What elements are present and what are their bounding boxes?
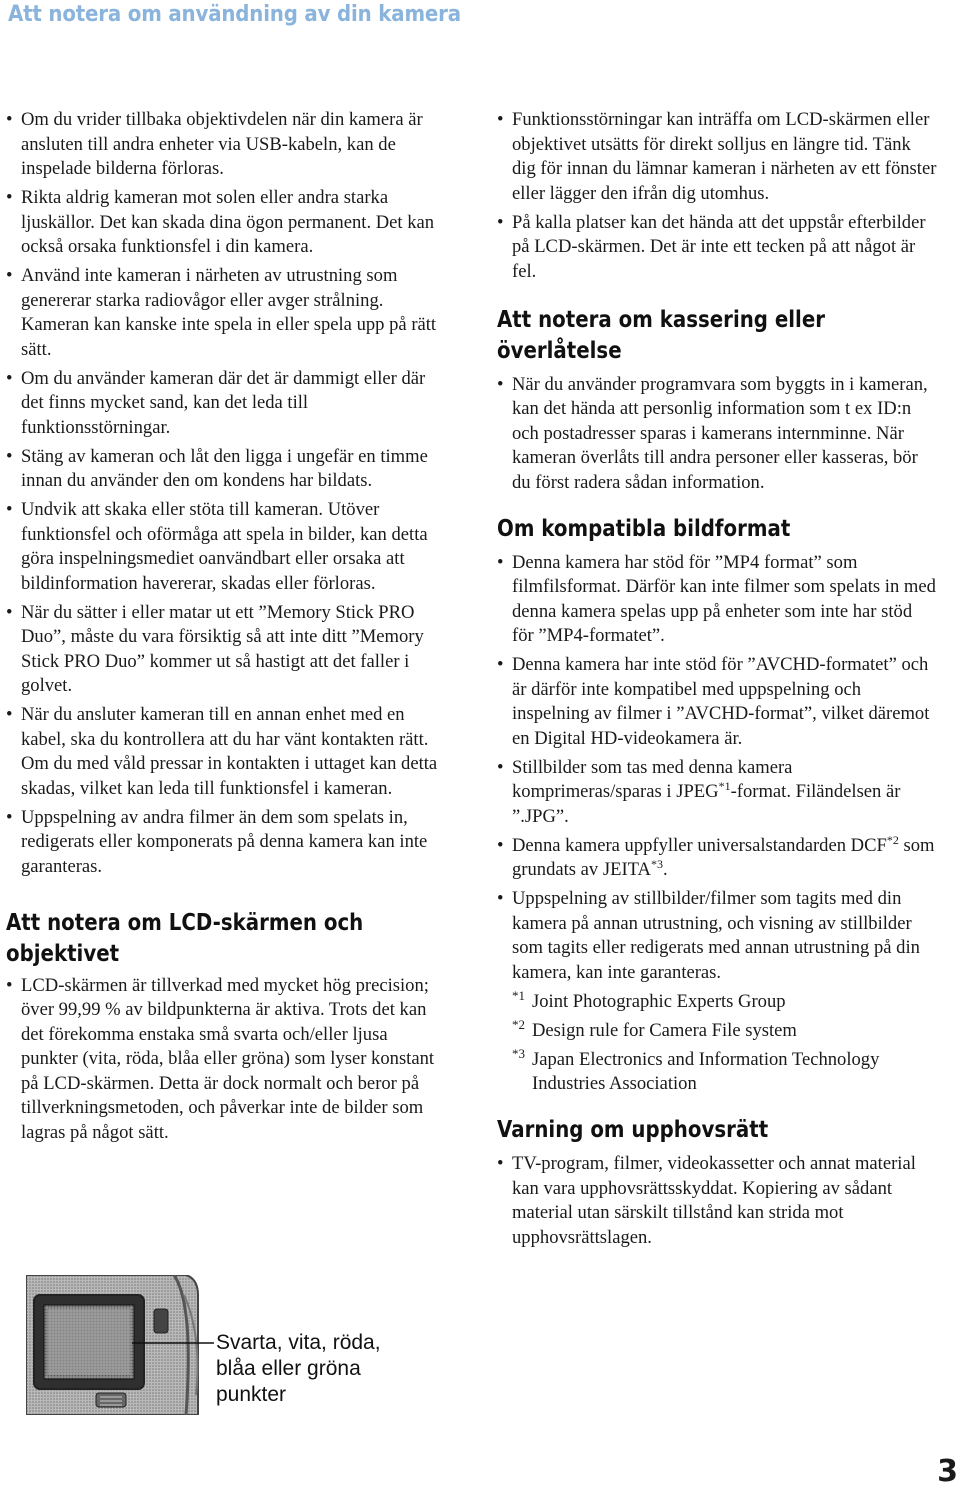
list-item (497, 756, 937, 830)
list-item: • Uppspelning av stillbilder/filmer som tagits med din kamera på annan utrustning, och visning av stillbilder som tagits eller redigerats med annan utrustning på din kamera, kan inte garanteras. (497, 887, 937, 985)
list-item: • När du använder programvara som byggts in i kameran, kan det hända att personlig information som t ex ID:n och postadresser sparas i kamerans internminne. När kameran överlåts till andra personer eller kasseras, bör du först radera sådan information. (497, 373, 937, 496)
footnote-mark: *2 (512, 1016, 525, 1032)
copyright-list (497, 1152, 937, 1250)
caption-line: Svarta, vita, röda, (216, 1331, 381, 1354)
list-item: • Undvik att skaka eller stöta till kameran. Utöver funktionsfel och oförmåga att spela in bilder, kan detta göra inspelningsmediet oanvändbart eller orsaka att bildinformation havererar, skadas eller förloras. (6, 498, 446, 596)
footnote-mark: *3 (512, 1045, 525, 1061)
list-item (497, 834, 937, 883)
formats-list (497, 551, 937, 986)
lcd-continued-list (497, 108, 937, 284)
list-item: • Denna kamera har inte stöd för ”AVCHD-formatet” och är därför inte kompatibel med uppspelning och inspelning av filmer i ”AVCHD-format”, vilket däremot en Digital HD-videokamera är. (497, 653, 937, 751)
footnotes (497, 987, 937, 1097)
lcd-title-line1: Att notera om LCD-skärmen och (6, 909, 364, 936)
page-number: 3 (937, 1454, 958, 1489)
list-item: • LCD-skärmen är tillverkad med mycket hög precision; över 99,99 % av bildpunkterna är aktiva. Trots det kan det förekomma enstaka små svarta och/eller ljusa punkter (vita, röda, blåa eller gröna) som lyser konstant på LCD-skärmen. Detta är dock normalt och beror på tillverkningsmetoden, och påverkar inte de bilder som lagras på något sätt. (6, 974, 446, 1146)
caption-line: blåa eller gröna (216, 1357, 361, 1380)
footnote (512, 1016, 937, 1044)
dcf-text-end: . (662, 859, 668, 880)
disposal-title-line1: Att notera om kassering eller (497, 306, 825, 333)
footnote-ref: *1 (718, 778, 731, 793)
jpeg-text: Stillbilder som tas med denna kamera komprimeras/sparas i JPEG (512, 756, 793, 802)
footnote-mark: *1 (512, 987, 525, 1003)
list-item: • När du sätter i eller matar ut ett ”Memory Stick PRO Duo”, måste du vara försiktig så att inte ditt ”Memory Stick PRO Duo” kommer ut så hastigt att det faller i golvet. (6, 601, 446, 699)
footnote (512, 987, 937, 1015)
list-item: • Rikta aldrig kameran mot solen eller andra starka ljuskällor. Det kan skada dina ögon permanent. Det kan också orsaka funktionsfel i din kamera. (6, 186, 446, 260)
list-item: • Om du vrider tillbaka objektivdelen när din kamera är ansluten till andra enheter via USB-kabeln, kan de inspelade bilderna förloras. (6, 108, 446, 182)
usage-notes-list (6, 108, 446, 879)
footnote-text: Japan Electronics and Information Technology Industries Association (532, 1048, 880, 1094)
list-item: • Stäng av kameran och låt den ligga i ungefär en timme innan du använder den om kondens har bildats. (6, 445, 446, 494)
formats-section-title: Om kompatibla bildformat (497, 515, 791, 542)
footnote-ref: *2 (886, 832, 899, 847)
caption-line: punkter (216, 1383, 287, 1406)
left-column (6, 108, 446, 1150)
figure-caption (216, 1330, 381, 1408)
list-item: • Uppspelning av andra filmer än dem som spelats in, redigerats eller komponerats på denna kamera kan inte garanteras. (6, 806, 446, 880)
list-item: • Om du använder kameran där det är dammigt eller där det finns mycket sand, kan det leda till funktionsstörningar. (6, 367, 446, 441)
footnote-text: Joint Photographic Experts Group (532, 990, 786, 1012)
lcd-title-line2: objektivet (6, 940, 120, 967)
list-item: • När du ansluter kameran till en annan enhet med en kabel, ska du kontrollera att du har vänt kontakten rätt. Om du med våld pressar in kontakten i uttaget kan detta skadas, vilket kan leda till funktionsfel i kameran. (6, 703, 446, 801)
footnote-ref: *3 (650, 856, 663, 871)
footnote (512, 1045, 937, 1097)
list-item: • På kalla platser kan det hända att det uppstår efterbilder på LCD-skärmen. Det är inte ett tecken på att något är fel. (497, 211, 937, 285)
list-item: • Använd inte kameran i närheten av utrustning som genererar starka radiovågor eller avger strålning. Kameran kan kanske inte spela in eller spela upp på rätt sätt. (6, 264, 446, 362)
list-item: • Funktionsstörningar kan inträffa om LCD-skärmen eller objektivet utsätts för direkt solljus en längre tid. Tänk dig för innan du lämnar kameran i närheten av ett fönster eller lägger den ifrån dig utomhus. (497, 108, 937, 206)
list-item: • Denna kamera har stöd för ”MP4 format” som filmfilsformat. Därför kan inte filmer som spelats in med denna kamera spelas upp på enheter som inte har stöd för ”MP4-formatet”. (497, 551, 937, 649)
right-column (497, 108, 937, 1255)
dcf-text: Denna kamera uppfyller universalstandarden DCF (512, 834, 887, 856)
copyright-section-title: Varning om upphovsrätt (497, 1117, 769, 1143)
disposal-section-title (497, 305, 875, 367)
footnote-text: Design rule for Camera File system (532, 1019, 797, 1041)
dcf-text-mid: som grundats av JEITA (512, 834, 935, 880)
jpeg-text-end: -format. Filändelsen är ”.JPG”. (512, 781, 901, 827)
list-item: • TV-program, filmer, videokassetter och annat material kan vara upphovsrättsskyddat. Kopiering av sådant material utan särskilt tillstånd kan strida mot upphovsrättslagen. (497, 1152, 937, 1250)
lcd-section-title (6, 908, 384, 970)
disposal-title-line2: överlåtelse (497, 337, 622, 364)
lcd-notes-list (6, 974, 446, 1146)
disposal-list (497, 373, 937, 496)
page-title: Att notera om användning av din kamera (8, 2, 461, 27)
